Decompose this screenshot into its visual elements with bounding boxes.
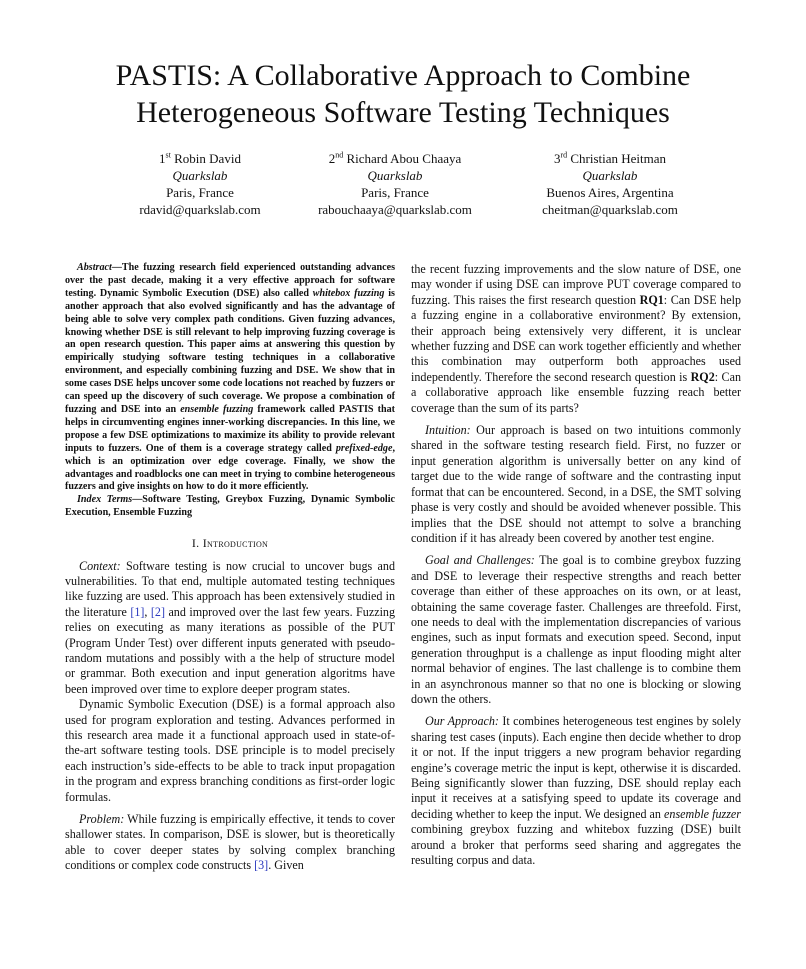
left-column (65, 262, 395, 874)
abstract-label: Abstract (77, 262, 112, 273)
citation-link[interactable]: [2] (150, 604, 165, 619)
author-block-3 (505, 150, 715, 218)
author-name-line: 1st Robin David (159, 150, 241, 166)
author-location: Paris, France (166, 185, 234, 200)
author-email: rabouchaaya@quarkslab.com (318, 202, 472, 217)
title-line-1: PASTIS: A Collaborative Approach to Combine (115, 59, 691, 92)
citation-link[interactable]: [3] (254, 858, 269, 873)
author-affiliation: Quarkslab (582, 168, 638, 183)
right-column (411, 262, 741, 868)
citation-link[interactable]: [1] (130, 604, 145, 619)
section-heading-introduction: I. Introduction (191, 536, 269, 551)
author-name-line: 3rd Christian Heitman (553, 150, 667, 166)
author-affiliation: Quarkslab (367, 168, 423, 183)
author-email: cheitman@quarkslab.com (542, 202, 678, 217)
author-email: rdavid@quarkslab.com (139, 202, 261, 217)
index-terms-label: Index Terms (77, 494, 133, 506)
approach-paragraph: Our Approach: It combines heterogeneous test engines by solely sharing test cases (inputs). Each engine then decide whether to drop it or not. If the input triggers a new program behavior regarding engine’s coverage metric the input is kept, otherwise it is discarded. Being significantly slower than fuzzing, DSE should replay each input it receives at a satisfying speed to update its coverage and deciding whether to keep the input. We designed an ensemble fuzzer combining greybox fuzzing and whitebox fuzzing (DSE) built around a broker that performs seed sharing and aggregates the resulting corpus and data. (411, 714, 741, 868)
author-name: Richard Abou Chaaya (346, 151, 462, 166)
author-block-1 (100, 150, 300, 218)
index-terms: Index Terms—Software Testing, Greybox Fuzzing, Dynamic Symbolic Execution, Ensemble Fuzzing (65, 494, 395, 519)
author-name: Robin David (174, 151, 241, 166)
goal-paragraph: Goal and Challenges: The goal is to combine greybox fuzzing and DSE to leverage their respective strengths and reach better coverage than either of these approaches on its own, or at least, obtaining the same coverage faster. Challenges are threefold. First, one needs to deal with the implementation discrepancies of various engines, such as input formats and execution speed. Second, input generation throughput is a challenge as input flooding might alter normal behavior of engines. The last challenge is to combine them in an asynchronous manner so that no one is blocking or slowing down the others. (411, 553, 741, 706)
intuition-paragraph: Intuition: Our approach is based on two intuitions commonly shared in the software testing research field. First, no fuzzer or input generation algorithm is universally better on any kind of target due to the wide range of software and the contrasting input format that can be encountered. Second, in a DSE, the SMT solving phase is very costly and should be avoided whenever possible. This implies that the DSE should not attempt to solve a branching condition if it has already been covered by another test engine. (411, 423, 741, 545)
author-name-line: 2nd Richard Abou Chaaya (328, 150, 462, 166)
author-name: Christian Heitman (570, 151, 667, 166)
author-affiliation: Quarkslab (172, 168, 228, 183)
paper-title (40, 57, 766, 131)
problem-paragraph: Problem: While fuzzing is empirically effective, it tends to cover shallower states. In comparison, DSE is slower, but is theoretically able to cover deeper states by solving complex branching conditions or complex code constructs [3]. Given (65, 812, 395, 873)
author-location: Buenos Aires, Argentina (546, 185, 674, 200)
title-line-2: Heterogeneous Software Testing Techniques (136, 96, 670, 129)
author-block-2 (290, 150, 500, 218)
author-location: Paris, France (361, 185, 429, 200)
dse-paragraph: Dynamic Symbolic Execution (DSE) is a formal approach also used for program exploration and testing. Advances performed in this research area made it a functional approach used in state-of-the-art software testing tools. DSE principle is to model precisely each instruction’s side-effects to be able to track input propagation in the program and express branching conditions as first-order logic formulas. (65, 697, 395, 804)
context-paragraph: Context: Software testing is now crucial to uncover bugs and vulnerabilities. To that end, multiple automated testing techniques like fuzzing are used. This approach has been extensively studied in the literature [1], [2] and improved over the last few years. Fuzzing relies on executing as many iterations as possible of the PUT (Program Under Test) over different inputs generated with pseudo-random mutations and possibly with a the help of structure model or grammar. Both execution and input generation algoritms have been improved over time to explore deeper program states. (65, 558, 396, 696)
research-questions-paragraph: the recent fuzzing improvements and the slow nature of DSE, one may wonder if using DSE can improve PUT coverage compared to fuzzing. This raises the first research question RQ1: Can DSE help a fuzzing engine in a collaborative environment? By extension, their approach being extensively very different, it is unclear whether fuzzing and DSE can work together efficiently and whether this combination may outperform both approaches used independently. Therefore the second research question is RQ2: Can a collaborative approach like ensemble fuzzing reach better coverage than the sum of its parts? (411, 262, 741, 415)
abstract: Abstract—The fuzzing research field experienced outstanding advances over the past decade, making it a very effective approach for software testing. Dynamic Symbolic Execution (DSE) also called whitebox fuzzing is another approach that also evolved significantly and has the advantage of being able to solve very complex path conditions. Given fuzzing advances, knowing whether DSE is still relevant to help improving fuzzing coverage is an open research question. This paper aims at answering this question by empirically studying software testing techniques in a collaborative environment, and especially combining fuzzing and DSE. We show that in some cases DSE helps uncover some code locations not reached by fuzzers or can speed up the discovery of such coverage. We propose a combination of fuzzing and DSE into an ensemble fuzzing framework called PASTIS that helps in circumventing engines inner-working discrepancies. In this line, we propose a few DSE optimizations to maximize its ability to provide relevant inputs to fuzzers. One of them is a coverage strategy called prefixed-edge, which is an optimization over edge coverage. Finally, we show the advantages and roadblocks one can meet in trying to combine heterogeneous fuzzers and give insights on how to do it more efficiently. (65, 262, 395, 493)
